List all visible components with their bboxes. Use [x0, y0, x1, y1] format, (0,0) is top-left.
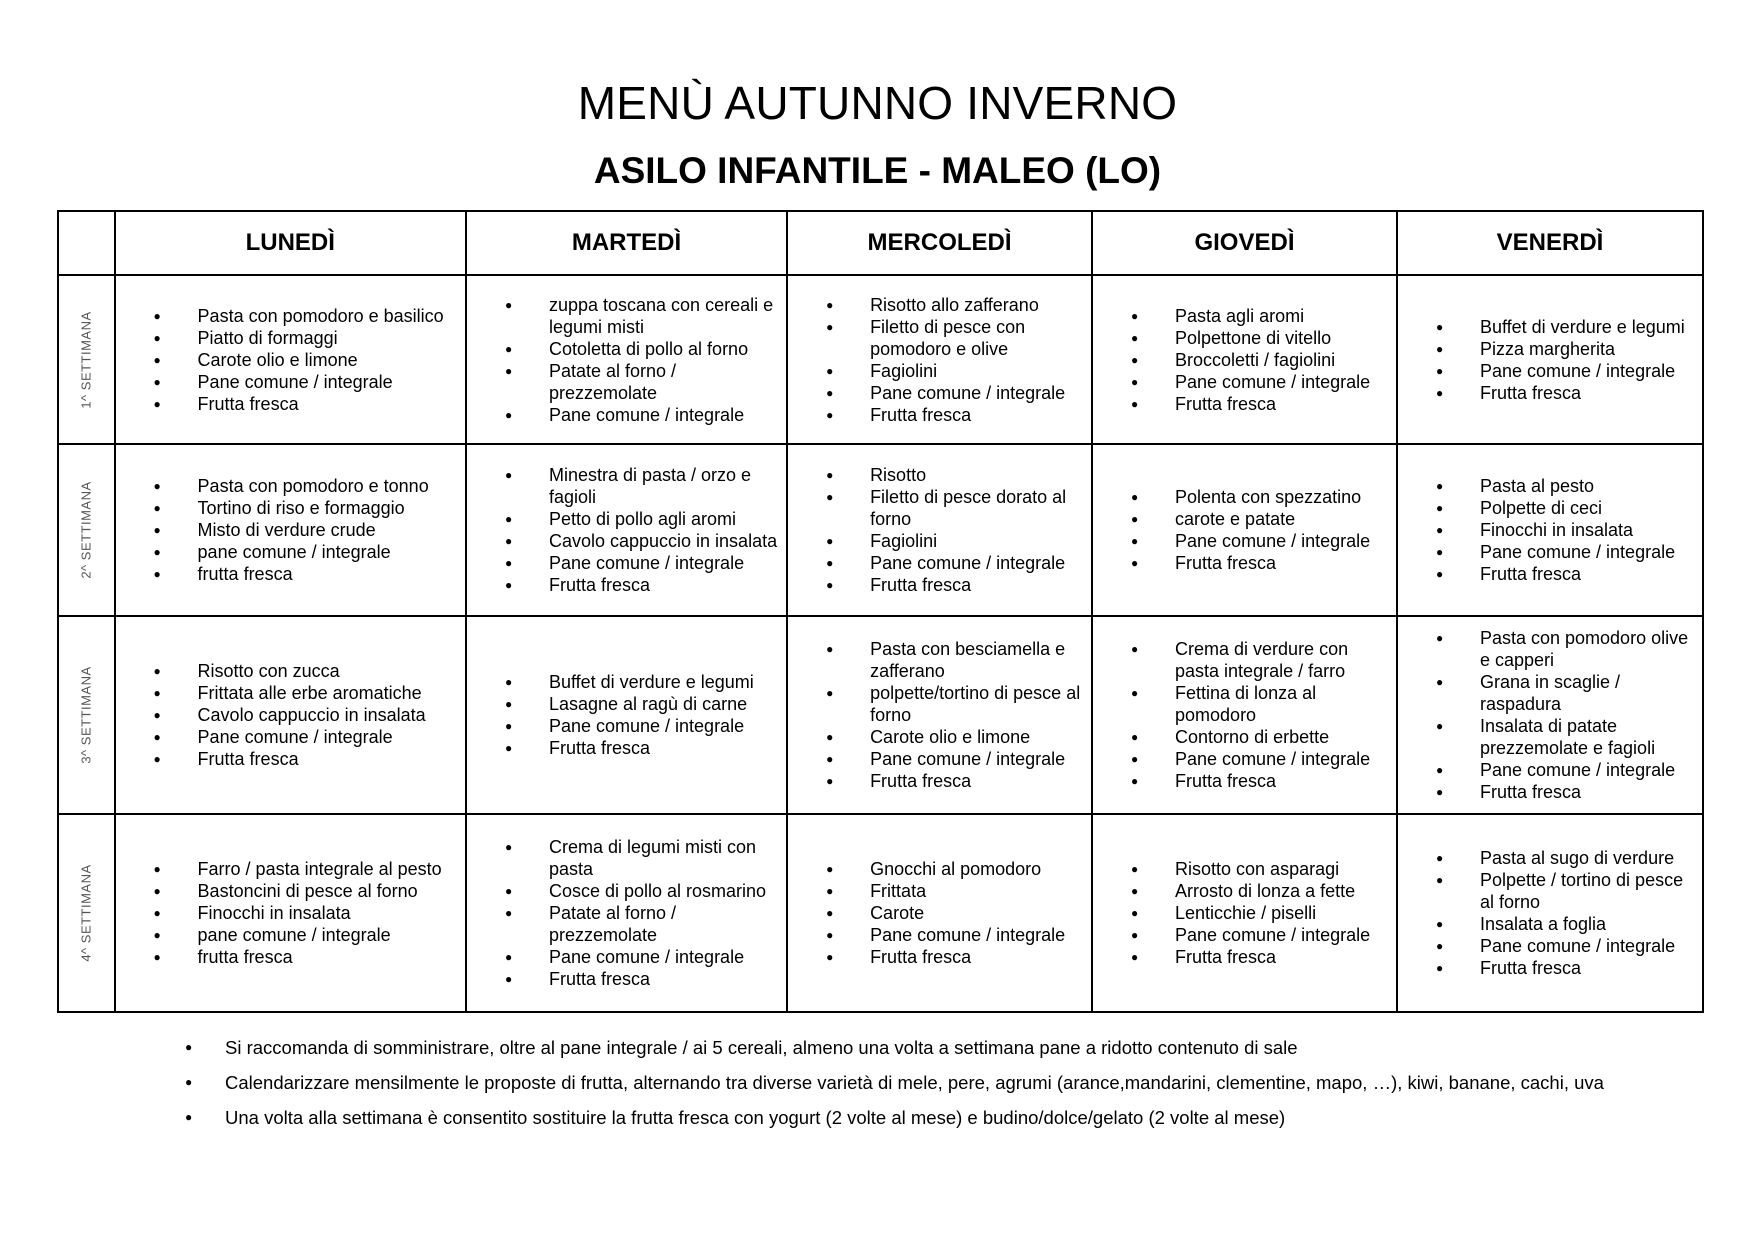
dish-item: ● Buffet di verdure e legumi — [1436, 316, 1702, 338]
menu-cell-venerdi — [1397, 814, 1703, 1012]
dish-item: ● Grana in scaglie / raspadura — [1436, 671, 1702, 715]
dish-item: ● Misto di verdure crude — [154, 519, 465, 541]
page-subtitle: ASILO INFANTILE - MALEO (LO) — [593, 150, 1162, 191]
dish-item: ● Frutta fresca — [1131, 770, 1396, 792]
dish-item: ● Risotto — [826, 464, 1091, 486]
dish-item: ● Frittata alle erbe aromatiche — [154, 682, 465, 704]
dish-item: ● Pane comune / integrale — [505, 946, 786, 968]
week-label: 3^ SETTIMANA — [78, 666, 94, 764]
dish-item: ● Lasagne al ragù di carne — [505, 693, 786, 715]
week-label-cell — [58, 275, 115, 444]
dish-item: ● Pasta con pomodoro e tonno — [154, 475, 465, 497]
menu-cell-lunedi — [115, 616, 466, 814]
dish-item: ● Pane comune / integrale — [1436, 935, 1702, 957]
day-header-row — [58, 211, 1703, 275]
dish-item: ● Frutta fresca — [505, 574, 786, 596]
dish-item: ● Polenta con spezzatino — [1131, 486, 1396, 508]
dish-item: ● Polpettone di vitello — [1131, 327, 1396, 349]
menu-cell-giovedi — [1092, 616, 1397, 814]
dish-item: ● Carote olio e limone — [154, 349, 465, 371]
dish-item: ● Pane comune / integrale — [826, 924, 1091, 946]
dish-list — [1398, 475, 1702, 585]
dish-item: ● Pane comune / integrale — [1436, 360, 1702, 382]
dish-item: ● Cosce di pollo al rosmarino — [505, 880, 786, 902]
dish-item: ● Pane comune / integrale — [826, 382, 1091, 404]
dish-item: ● Fettina di lonza al pomodoro — [1131, 682, 1396, 726]
dish-list — [1093, 305, 1396, 415]
week-row-1 — [58, 275, 1703, 444]
dish-item: ● Pane comune / integrale — [1131, 748, 1396, 770]
dish-item: ● Finocchi in insalata — [154, 902, 465, 924]
dish-list — [788, 464, 1091, 596]
dish-item: ● Bastoncini di pesce al forno — [154, 880, 465, 902]
note-item: ● Una volta alla settimana è consentito sostituire la frutta fresca con yogurt (2 volte al mese) e budino/dolce/gelato (2 volte al mese) — [185, 1100, 1605, 1135]
dish-item: ● Contorno di erbette — [1131, 726, 1396, 748]
week-label: 2^ SETTIMANA — [78, 481, 94, 579]
corner-cell — [58, 211, 115, 275]
dish-item: ● Tortino di riso e formaggio — [154, 497, 465, 519]
dish-item: ● Frutta fresca — [1436, 382, 1702, 404]
week-row-3 — [58, 616, 1703, 814]
day-header-martedi: MARTEDÌ — [466, 211, 787, 275]
day-header-venerdi: VENERDÌ — [1397, 211, 1703, 275]
dish-item: ● carote e patate — [1131, 508, 1396, 530]
dish-item: ● Frutta fresca — [1436, 563, 1702, 585]
dish-item: ● Pane comune / integrale — [1131, 530, 1396, 552]
dish-item: ● Pane comune / integrale — [505, 404, 786, 426]
menu-cell-venerdi — [1397, 616, 1703, 814]
dish-list — [788, 638, 1091, 792]
menu-table — [57, 210, 1704, 1013]
dish-item: ● Pasta con besciamella e zafferano — [826, 638, 1091, 682]
dish-item: ● Pane comune / integrale — [826, 552, 1091, 574]
menu-cell-giovedi — [1092, 275, 1397, 444]
dish-item: ● Frutta fresca — [154, 393, 465, 415]
dish-list — [788, 858, 1091, 968]
dish-item: ● Pasta con pomodoro e basilico — [154, 305, 465, 327]
dish-list — [467, 464, 786, 596]
menu-cell-martedi — [466, 275, 787, 444]
day-header-mercoledi: MERCOLEDÌ — [787, 211, 1092, 275]
dish-item: ● Frutta fresca — [1131, 552, 1396, 574]
week-label-cell — [58, 444, 115, 616]
dish-item: ● Fagiolini — [826, 360, 1091, 382]
dish-item: ● Crema di legumi misti con pasta — [505, 836, 786, 880]
dish-list — [116, 858, 465, 968]
dish-item: ● Insalata a foglia — [1436, 913, 1702, 935]
dish-item: ● Pasta al pesto — [1436, 475, 1702, 497]
note-item: ● Si raccomanda di somministrare, oltre al pane integrale / ai 5 cereali, almeno una volta a settimana pane a ridotto contenuto di sale — [185, 1030, 1605, 1065]
dish-item: ● Fagiolini — [826, 530, 1091, 552]
dish-item: ● Frutta fresca — [826, 770, 1091, 792]
week-label: 4^ SETTIMANA — [78, 864, 94, 962]
menu-cell-martedi — [466, 814, 787, 1012]
menu-cell-venerdi — [1397, 444, 1703, 616]
menu-cell-lunedi — [115, 275, 466, 444]
dish-item: ● Cavolo cappuccio in insalata — [505, 530, 786, 552]
dish-item: ● Cotoletta di pollo al forno — [505, 338, 786, 360]
dish-item: ● Frutta fresca — [505, 737, 786, 759]
dish-item: ● pane comune / integrale — [154, 541, 465, 563]
week-label-cell — [58, 814, 115, 1012]
dish-item: ● Carote olio e limone — [826, 726, 1091, 748]
dish-item: ● Broccoletti / fagiolini — [1131, 349, 1396, 371]
dish-item: ● Risotto allo zafferano — [826, 294, 1091, 316]
dish-item: ● Frutta fresca — [1436, 957, 1702, 979]
dish-item: ● Risotto con asparagi — [1131, 858, 1396, 880]
dish-item: ● Pasta al sugo di verdure — [1436, 847, 1702, 869]
dish-list — [1398, 847, 1702, 979]
dish-item: ● Crema di verdure con pasta integrale / farro — [1131, 638, 1396, 682]
dish-list — [467, 671, 786, 759]
dish-list — [1093, 638, 1396, 792]
dish-item: ● Pane comune / integrale — [1436, 541, 1702, 563]
dish-item: ● Gnocchi al pomodoro — [826, 858, 1091, 880]
dish-item: ● Frutta fresca — [826, 574, 1091, 596]
dish-item: ● Risotto con zucca — [154, 660, 465, 682]
dish-list — [116, 660, 465, 770]
dish-item: ● Pasta con pomodoro olive e capperi — [1436, 627, 1702, 671]
dish-item: ● Farro / pasta integrale al pesto — [154, 858, 465, 880]
dish-item: ● Lenticchie / piselli — [1131, 902, 1396, 924]
dish-item: ● Filetto di pesce con pomodoro e olive — [826, 316, 1091, 360]
dish-item: ● Pizza margherita — [1436, 338, 1702, 360]
menu-cell-lunedi — [115, 814, 466, 1012]
dish-item: ● Frittata — [826, 880, 1091, 902]
notes-list — [185, 1030, 1605, 1135]
dish-item: ● Insalata di patate prezzemolate e fagioli — [1436, 715, 1702, 759]
dish-item: ● Piatto di formaggi — [154, 327, 465, 349]
dish-item: ● frutta fresca — [154, 946, 465, 968]
day-header-lunedi: LUNEDÌ — [115, 211, 466, 275]
dish-item: ● Frutta fresca — [1131, 393, 1396, 415]
dish-item: ● Pane comune / integrale — [505, 715, 786, 737]
dish-item: ● Polpette di ceci — [1436, 497, 1702, 519]
dish-item: ● zuppa toscana con cereali e legumi misti — [505, 294, 786, 338]
dish-item: ● frutta fresca — [154, 563, 465, 585]
dish-list — [467, 836, 786, 990]
dish-item: ● Patate al forno / prezzemolate — [505, 902, 786, 946]
dish-item: ● Filetto di pesce dorato al forno — [826, 486, 1091, 530]
dish-item: ● Pane comune / integrale — [1131, 371, 1396, 393]
dish-item: ● Frutta fresca — [154, 748, 465, 770]
week-label: 1^ SETTIMANA — [78, 310, 94, 409]
dish-item: ● Pane comune / integrale — [505, 552, 786, 574]
note-item: ● Calendarizzare mensilmente le proposte di frutta, alternando tra diverse varietà di mele, pere, agrumi (arance,mandarini, clementine, mapo, …), kiwi, banane, cachi, uva — [185, 1065, 1605, 1100]
dish-item: ● Frutta fresca — [1436, 781, 1702, 803]
dish-list — [1093, 486, 1396, 574]
dish-list — [1398, 627, 1702, 803]
menu-cell-martedi — [466, 616, 787, 814]
dish-item: ● Pane comune / integrale — [154, 371, 465, 393]
menu-cell-mercoledi — [787, 814, 1092, 1012]
dish-list — [116, 305, 465, 415]
week-row-4 — [58, 814, 1703, 1012]
dish-item: ● Pane comune / integrale — [1131, 924, 1396, 946]
dish-list — [467, 294, 786, 426]
dish-item: ● Carote — [826, 902, 1091, 924]
dish-item: ● Minestra di pasta / orzo e fagioli — [505, 464, 786, 508]
dish-item: ● Finocchi in insalata — [1436, 519, 1702, 541]
dish-item: ● Frutta fresca — [826, 404, 1091, 426]
dish-item: ● pane comune / integrale — [154, 924, 465, 946]
menu-cell-lunedi — [115, 444, 466, 616]
week-row-2 — [58, 444, 1703, 616]
dish-item: ● Buffet di verdure e legumi — [505, 671, 786, 693]
menu-cell-giovedi — [1092, 814, 1397, 1012]
dish-item: ● Frutta fresca — [1131, 946, 1396, 968]
dish-list — [788, 294, 1091, 426]
day-header-giovedi: GIOVEDÌ — [1092, 211, 1397, 275]
dish-item: ● polpette/tortino di pesce al forno — [826, 682, 1091, 726]
dish-item: ● Pane comune / integrale — [154, 726, 465, 748]
dish-item: ● Polpette / tortino di pesce al forno — [1436, 869, 1702, 913]
week-label-cell — [58, 616, 115, 814]
dish-item: ● Cavolo cappuccio in insalata — [154, 704, 465, 726]
dish-item: ● Arrosto di lonza a fette — [1131, 880, 1396, 902]
dish-item: ● Pane comune / integrale — [1436, 759, 1702, 781]
menu-cell-mercoledi — [787, 616, 1092, 814]
dish-list — [1398, 316, 1702, 404]
menu-cell-giovedi — [1092, 444, 1397, 616]
dish-item: ● Pasta agli aromi — [1131, 305, 1396, 327]
dish-item: ● Petto di pollo agli aromi — [505, 508, 786, 530]
menu-cell-venerdi — [1397, 275, 1703, 444]
dish-item: ● Pane comune / integrale — [826, 748, 1091, 770]
menu-cell-mercoledi — [787, 275, 1092, 444]
menu-cell-mercoledi — [787, 444, 1092, 616]
dish-item: ● Frutta fresca — [826, 946, 1091, 968]
page-title: MENÙ AUTUNNO INVERNO — [577, 77, 1178, 129]
menu-cell-martedi — [466, 444, 787, 616]
dish-item: ● Frutta fresca — [505, 968, 786, 990]
dish-item: ● Patate al forno / prezzemolate — [505, 360, 786, 404]
dish-list — [116, 475, 465, 585]
dish-list — [1093, 858, 1396, 968]
